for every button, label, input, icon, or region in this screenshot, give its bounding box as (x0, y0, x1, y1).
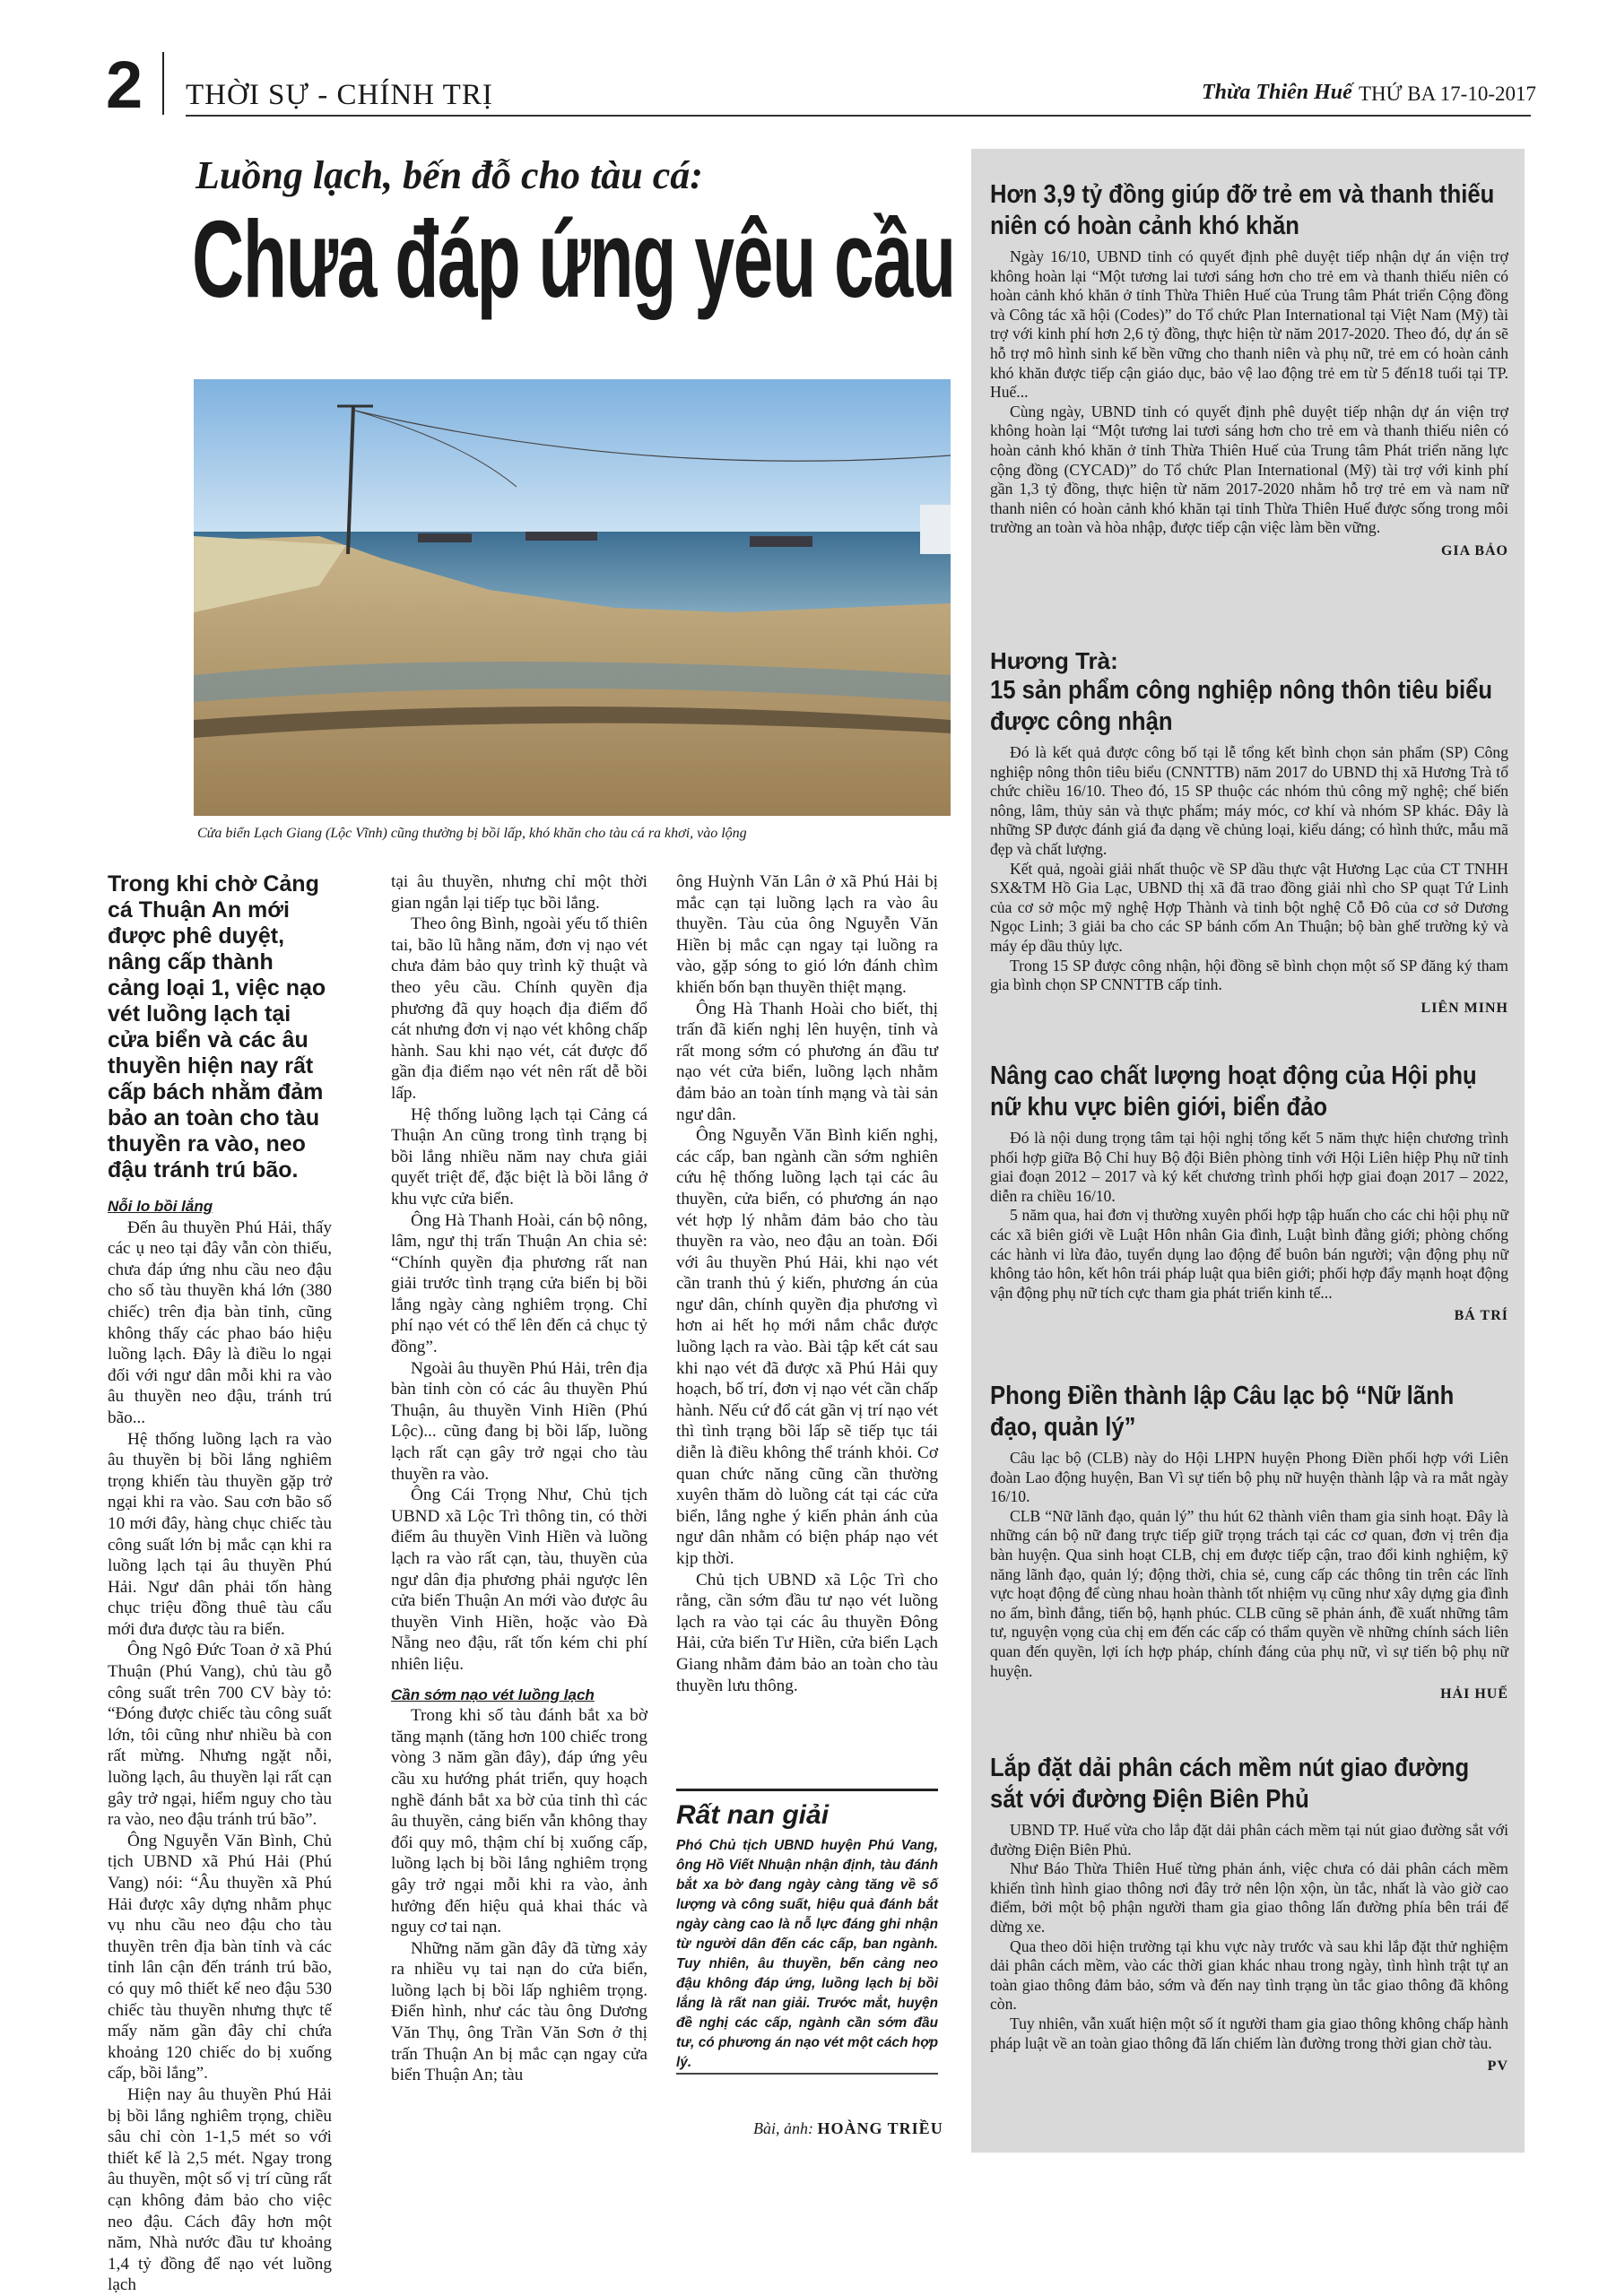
issue-date: THỨ BA 17-10-2017 (1359, 82, 1537, 105)
brief-title: Hơn 3,9 tỷ đồng giúp đỡ trẻ em và thanh thiếu niên có hoàn cảnh khó khăn (990, 180, 1495, 240)
paragraph: Những năm gần đây đã từng xảy ra nhiều vụ tai nạn do cửa biển, luồng lạch bị bồi lấp nghiêm trọng. Điển hình, như các tàu ông Dương Văn Thụ, ông Trần Văn Sơn ở thị trấn Thuận An bị mắc cạn ngay cửa biển Thuận An; tàu (391, 1938, 647, 2085)
paragraph: ông Huỳnh Văn Lân ở xã Phú Hải bị mắc cạn tại luồng lạch ra vào âu thuyền. Tàu của ông Nguyễn Văn Hiền bị mắc cạn ngay tại luồng ra vào, gặp sóng to gió lớn đánh chìm khiến bốn bạn thuyền thiệt mạng. (676, 872, 938, 997)
paragraph: Theo ông Bình, ngoài yếu tố thiên tai, bão lũ hằng năm, đơn vị nạo vét chưa đảm bảo quy trình kỹ thuật và theo yêu cầu. Chính quyền địa phương đã quy hoạch địa điểm đổ cát nhưng đơn vị nạo vét không chấp hành. Sau khi nạo vét, cát được đổ gần địa điểm nạo vét nên rất dễ bồi lấp. (391, 914, 647, 1103)
brief-title: Nâng cao chất lượng hoạt động của Hội phụ nữ khu vực biên giới, biển đảo (990, 1061, 1477, 1122)
box-title: Rất nan giải (676, 1800, 830, 1830)
paragraph: CLB “Nữ lãnh đạo, quản lý” thu hút 62 thành viên tham gia sinh hoạt. Đây là những cán bộ nữ đang trực tiếp giữ trọng trách tại các cơ quan, đơn vị trên địa bàn huyện. Qua sinh hoạt CLB, chị em được tiếp cận, trao đổi kinh nghiệm, kỹ năng lãnh đạo, quản lý; động thời, chia sẻ, cung cấp các thông tin trên các lĩnh vực hoạt động để cùng nhau hoàn thành tốt nhiệm vụ cũng như xây dựng gia đình no ấm, bình đẳng, tiến bộ, hạnh phúc. CLB cũng sẽ phản ánh, đề xuất những tâm tư, nguyện vọng của chị em đến các cấp có thẩm quyền về những chính sách liên quan đến quyền, lợi ích hợp pháp, chính đáng của phụ nữ, vì sự tiến bộ phụ nữ huyện. (990, 1506, 1508, 1680)
brief-title: Phong Điền thành lập Câu lạc bộ “Nữ lãnh đạo, quản lý” (990, 1382, 1455, 1442)
paragraph: Qua theo dõi hiện trường tại khu vực này trước và sau khi lắp đặt thử nghiệm dải phân cách mềm, vào các thời gian khác nhau trong ngày, tình hình trật tự an toàn giao thông đảm bảo, sớm và đến nay tình trạng ùn tắc giao thông đã không còn. (990, 1936, 1508, 2014)
paragraph: Ông Hà Thanh Hoài, cán bộ nông, lâm, ngư thị trấn Thuận An chia sẻ: “Chính quyền địa phương rất nan giải trước tình trạng cửa biển bị bồi lắng ngày càng nghiêm trọng. Chỉ phí nạo vét có thể lên đến cả chục tỷ đồng”. (391, 1210, 647, 1357)
header-rule (186, 115, 1531, 117)
brief-article-3 (990, 1061, 1508, 1324)
article-lead: Trong khi chờ Cảng cá Thuận An mới được phê duyệt, nâng cấp thành cảng loại 1, việc nạo vét luồng lạch tại cửa biển và các âu thuyền hiện nay rất cấp bách nhằm đảm bảo an toàn cho tàu thuyền ra vào, neo đậu tránh trú bão. (108, 871, 326, 1183)
box-text: Phó Chủ tịch UBND huyện Phú Vang, ông Hồ Viết Nhuận nhận định, tàu đánh bắt xa bờ đang ngày càng tăng về số lượng và công suất, hiệu quả đánh bắt ngày càng cao là nỗ lực đáng ghi nhận từ người dân đến các cấp, ban ngành. Tuy nhiên, âu thuyền, bến cảng neo đậu không đáp ứng, luồng lạch bị bồi lắng là rất nan giải. Trước mắt, huyện đề nghị các cấp, ngành cần sớm đầu tư, có phương án nạo vét một cách hợp lý. (676, 1838, 938, 2070)
header-divider (162, 52, 164, 115)
byline-label: Bài, ảnh: (753, 2119, 813, 2137)
paragraph: Hiện nay âu thuyền Phú Hải bị bồi lắng nghiêm trọng, chiều sâu chỉ còn 1-1,5 mét so với thiết kế là 2,5 mét. Ngay trong âu thuyền, một số vị trí cũng rất cạn không đảm bảo cho việc neo đậu. Cách đây hơn một năm, Nhà nước đầu tư khoảng 1,4 tỷ đồng để nạo vét luồng lạch (108, 2084, 332, 2295)
paragraph: Ngoài âu thuyền Phú Hải, trên địa bàn tỉnh còn có các âu thuyền Phú Thuận, âu thuyền Vinh Hiền (Phú Lộc)... cũng đang bị bồi lấp, luồng lạch rất cạn gây trở ngại cho tàu thuyền ra vào. (391, 1358, 647, 1484)
paragraph: Đến âu thuyền Phú Hải, thấy các ụ neo tại đây vẫn còn thiếu, chưa đáp ứng nhu cầu neo đậu cho số tàu thuyền khá lớn (380 chiếc) trên địa bàn tỉnh, cũng không thấy các phao báo hiệu luồng lạch. Đây là điều lo ngại đối với ngư dân mỗi khi ra vào âu thuyền neo đậu, tránh trú bão... (108, 1217, 332, 1427)
photo-caption: Cửa biển Lạch Giang (Lộc Vĩnh) cũng thường bị bồi lấp, khó khăn cho tàu cá ra khơi, vào lộng (197, 826, 747, 841)
brief-author: PV (1487, 2058, 1508, 2075)
paragraph: Ông Ngô Đức Toan ở xã Phú Thuận (Phú Vang), chủ tàu gỗ công suất trên 700 CV bày tỏ: “Đóng được chiếc tàu công suất lớn, tôi cũng như nhiều bà con rất mừng. Nhưng ngặt nỗi, luồng lạch, âu thuyền lại rất cạn gây trở ngại, hiểm nguy cho tàu ra vào, neo đậu tránh trú bão”. (108, 1641, 332, 1830)
paragraph: Kết quả, ngoài giải nhất thuộc về SP dầu thực vật Hương Lạc của CT TNHH SX&TM Hồ Gia Lạc, UBND thị xã đã trao đồng giải nhì cho SP quạt Tứ Linh của cơ sở mộc mỹ nghệ Hợp Thành và tinh bột nghệ Cỗ Đô của cơ sở Dương Ngọc Linh; 3 giải ba cho các SP bánh cốm An Thuận; bộ bàn ghế trường kỷ và máy ép dầu thủy lực. (990, 859, 1508, 955)
paragraph: tại âu thuyền, nhưng chỉ một thời gian ngắn lại tiếp tục bồi lắng. (391, 872, 647, 913)
paragraph: Hệ thống luồng lạch ra vào âu thuyền bị bồi lắng nghiêm trọng khiến tàu thuyền gặp trở ngại khi ra vào. Sau cơn bão số 10 mới đây, hàng chục chiếc tàu công suất lớn bị mắc cạn khi ra luồng lạch tại âu thuyền Phú Hải. Ngư dân phải tốn hàng chục triệu đồng thuê tàu cẩu mới đưa được tàu ra biển. (108, 1429, 332, 1639)
brief-author: BÁ TRÍ (1454, 1308, 1508, 1324)
paragraph: Ông Cái Trọng Như, Chủ tịch UBND xã Lộc Trì thông tin, có thời điểm âu thuyền Vinh Hiền và luồng lạch ra vào rất cạn, tàu, thuyền của ngư dân địa phương phải ngược lên cửa biển Thuận An mới vào được âu thuyền Vinh Hiền, hoặc vào Đà Nẵng neo đậu, rất tốn kém chi phí nhiên liệu. (391, 1486, 647, 1674)
paragraph: Tuy nhiên, vẫn xuất hiện một số ít người tham gia giao thông không chấp hành pháp luật về an toàn giao thông đã lấn chiếm làn đường trong thời gian chờ tàu. (990, 2014, 1508, 2052)
article-column-3 (676, 871, 938, 1696)
brief-article-5 (990, 1753, 1508, 2075)
paragraph: Đó là nội dung trọng tâm tại hội nghị tổng kết 5 năm thực hiện chương trình phối hợp giữa Bộ Chỉ huy Bộ đội Biên phòng tỉnh với Hội Liên hiệp Phụ nữ tỉnh giai đoạn 2012 – 2017 và ký kết chương trình phối hợp giai đoạn 2017 – 2022, diễn ra chiều 16/10. (990, 1129, 1508, 1205)
paragraph: UBND TP. Huế vừa cho lắp đặt dải phân cách mềm tại nút giao đường sắt với đường Điện Biên Phủ. (990, 1821, 1508, 1858)
brief-author: GIA BẢO (1440, 542, 1508, 559)
page-number: 2 (106, 48, 143, 122)
paragraph: Như Báo Thừa Thiên Huế từng phản ánh, việc chưa có dải phân cách mềm khiến tình hình giao thông nơi đây trở nên lộn xộn, ùn tắc, nhất là vào giờ cao điểm, bởi một bộ phận người tham gia giao thông lấn đường phía bên trái để dừng xe. (990, 1859, 1508, 1936)
brief-title: Lắp đặt dải phân cách mềm nút giao đường sắt với đường Điện Biên Phủ (990, 1754, 1470, 1814)
paragraph: Trong khi số tàu đánh bắt xa bờ tăng mạnh (tăng hơn 100 chiếc trong vòng 3 năm gần đây), đáp ứng yêu cầu xu hướng phát triển, quy hoạch nghề đánh bắt xa bờ của tỉnh thì các âu thuyền, cảng biển vẫn không thay đổi quy mô, thậm chí bị xuống cấp, luồng lạch bị bồi lắng nghiêm trọng gây trở ngại mỗi khi ra vào, ảnh hưởng đến hiệu quả khai thác và nguy cơ tai nạn. (391, 1706, 647, 1937)
article-column-1 (108, 871, 332, 2296)
section-title: THỜI SỰ - CHÍNH TRỊ (186, 79, 493, 111)
paragraph: Cùng ngày, UBND tỉnh có quyết định phê duyệt tiếp nhận dự án viện trợ không hoàn lại “Một tương lai tươi sáng hơn cho trẻ em và thanh thiếu niên có hoàn cảnh khó khăn ở tỉnh Thừa Thiên Huế của Trung tâm Phát triển năng lực cộng đồng (CYCAD)” do Tổ chức Plan International (Mỹ) tài trợ với kinh phí gần 1,3 tỷ đồng, thực hiện từ năm 2017-2020 nhằm hỗ trợ trẻ em và nam nữ thanh niên có hoàn cảnh khó khăn tại tỉnh Thừa Thiên Huế được sống trong môi trường an toàn và hòa nhập, được tiếp cận việc làm bền vững. (990, 402, 1508, 537)
sidebar-quote-box (676, 1789, 938, 2075)
brief-author: HẢI HUẾ (1440, 1686, 1508, 1703)
article-headline: Chưa đáp ứng yêu cầu (192, 198, 955, 320)
paragraph: Trong 15 SP được công nhận, hội đồng sẽ bình chọn một số SP đăng ký tham gia bình chọn SP CNNTTB cấp tỉnh. (990, 956, 1508, 994)
subheading-2: Cần sớm nạo vét luồng lạch (391, 1685, 595, 1703)
article-photo (194, 379, 951, 816)
brief-article-4 (990, 1381, 1508, 1703)
subheading-1: Nỗi lo bồi lắng (108, 1198, 213, 1215)
brief-author: LIÊN MINH (1421, 1000, 1508, 1016)
byline-author: HOÀNG TRIỀU (817, 2119, 943, 2137)
paragraph: Ông Nguyễn Văn Bình, Chủ tịch UBND xã Phú Hải (Phú Vang) nói: “Âu thuyền xã Phú Hải được xây dựng nhằm phục vụ nhu cầu neo đậu cho tàu thuyền trên địa bàn tỉnh và các tỉnh lân cận đến tránh trú bão, có quy mô thiết kế neo đậu 530 chiếc tàu thuyền nhưng thực tế mấy năm gần đây chỉ chứa khoảng 120 chiếc do bị xuống cấp, bồi lắng”. (108, 1831, 332, 2084)
paragraph: Ông Nguyễn Văn Bình kiến nghị, các cấp, ban ngành cần sớm nghiên cứu hệ thống luồng lạch tại các âu thuyền, cửa biển, có phương án nạo vét hợp lý nhằm đảm bảo cho tàu thuyền ra vào, neo đậu an toàn. Đối với âu thuyền Phú Hải, khi nạo vét cần tranh thủ ý kiến, phương án của ngư dân, chính quyền địa phương vì hơn ai hết họ mới nắm chắc được luồng lạch ra vào. Bài tập kết cát sau khi nạo vét đã được xã Phú Hải quy hoạch, bố trí, đơn vị nạo vét cần chấp hành. Nếu cứ đổ cát gần vị trí nạo vét thì tình trạng bồi lấp sẽ tiếp tục tái diễn là điều không thể tránh khỏi. Cơ quan chức năng cũng cần thường xuyên thăm dò luồng cát tại các cửa biển, lắng nghe ý kiến phản ánh của ngư dân nhằm có biện pháp nạo vét kịp thời. (676, 1126, 938, 1568)
paragraph: Đó là kết quả được công bố tại lễ tổng kết bình chọn sản phẩm (SP) Công nghiệp nông thôn tiêu biểu (CNNTTB) năm 2017 do UBND thị xã Hương Trà tổ chức chiều 16/10. Theo đó, 15 SP thuộc các nhóm thủ công mỹ nghệ; chế biến nông, lâm, thủy sản và thực phẩm; máy móc, cơ khí và nhóm SP khác. Đây là những SP được đánh giá đa dạng về chủng loại, kiểu dáng; có hình thức, mẫu mã đẹp và chất lượng. (990, 743, 1508, 858)
article-byline (753, 2119, 943, 2138)
article-column-2 (391, 871, 647, 2086)
brief-kicker: Hương Trà: (990, 647, 1118, 674)
paragraph: Chủ tịch UBND xã Lộc Trì cho rằng, cần sớm đầu tư nạo vét luồng lạch ra vào tại các âu thuyền Đông Hải, cửa biển Tư Hiền, cửa biển Lạch Giang nhằm đảm bảo an toàn cho tàu thuyền lưu thông. (676, 1570, 938, 1695)
article-kicker: Luồng lạch, bến đỗ cho tàu cá: (195, 153, 703, 197)
paragraph: 5 năm qua, hai đơn vị thường xuyên phối hợp tập huấn cho các chi hội phụ nữ các xã biên giới về Luật Hôn nhân Gia đình, Luật bình đẳng giới; phòng chống các hành vi lừa đảo, tuyển dụng lao động để buôn bán người; vận động phụ nữ không tảo hôn, kết hôn trái pháp luật qua biên giới; phối hợp đẩy mạnh hoạt động vận động phụ nữ tích cực tham gia phát triển kinh tế... (990, 1206, 1508, 1302)
brief-article-2 (990, 647, 1508, 1017)
paragraph: Ông Hà Thanh Hoài cho biết, thị trấn đã kiến nghị lên huyện, tỉnh và rất mong sớm có phương án đầu tư nạo vét cửa biển, luồng lạch nhằm đảm bảo an toàn tính mạng và tài sản ngư dân. (676, 999, 938, 1124)
paragraph: Hệ thống luồng lạch tại Cảng cá Thuận An cũng trong tình trạng bị bồi lắng nhiều năm nay chưa giải quyết triệt để, đặc biệt là bồi lắng ở khu vực cửa biển. (391, 1105, 647, 1209)
brief-title: 15 sản phẩm công nghiệp nông thôn tiêu biểu được công nhận (990, 676, 1493, 736)
newspaper-name: Thừa Thiên Huế (1202, 81, 1352, 104)
paragraph: Câu lạc bộ (CLB) này do Hội LHPN huyện Phong Điền phối hợp với Liên đoàn Lao động huyện, Ban Vì sự tiến bộ phụ nữ huyện thành lập và ra mắt ngày 16/10. (990, 1449, 1508, 1506)
paragraph: Ngày 16/10, UBND tỉnh có quyết định phê duyệt tiếp nhận dự án viện trợ không hoàn lại “Một tương lai tươi sáng hơn cho trẻ em và thanh thiếu niên có hoàn cảnh khó khăn ở tỉnh Thừa Thiên Huế của Trung tâm Phát triển Cộng đồng và Công tác xã hội (Codes)” do Tổ chức Plan International tại Việt Nam (Mỹ) tài trợ với kinh phí hơn 2,6 tỷ đồng, thực hiện từ năm 2017-2020. Theo đó, dự án sẽ hỗ trợ mô hình sinh kế bền vững cho thanh niên và phụ nữ, trẻ em có hoàn cảnh khó khăn được tiếp cận giáo dục, bảo vệ lao động trẻ em từ 5 đến18 tuổi tại TP. Huế... (990, 247, 1508, 402)
brief-article-1 (990, 179, 1508, 559)
